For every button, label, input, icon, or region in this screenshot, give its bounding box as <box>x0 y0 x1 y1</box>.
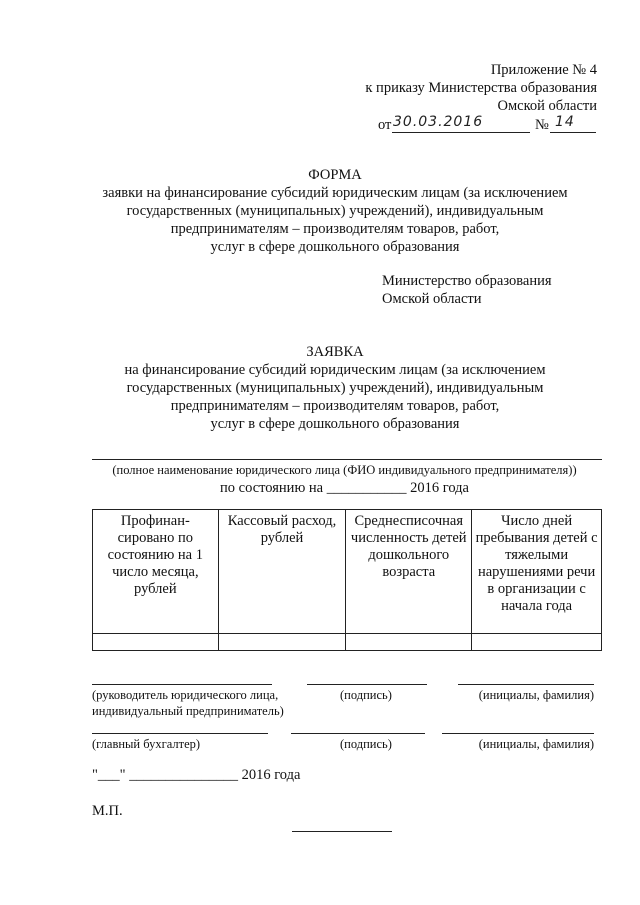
head-caption-line-2: индивидуальный предприниматель) <box>92 704 284 718</box>
appendix-line-2: к приказу Министерства образования <box>365 80 597 96</box>
addressee-line-1: Министерство образования <box>382 273 552 289</box>
table-header-financed: Профинан-сировано по состоянию на 1 число месяца, рублей <box>93 510 219 634</box>
table-header-row <box>93 510 602 634</box>
entity-name-line <box>92 459 602 460</box>
financing-table <box>92 509 602 651</box>
accountant-position-line <box>92 733 268 734</box>
table-cell <box>93 634 219 651</box>
application-title: ЗАЯВКА <box>306 344 364 360</box>
entity-state-suffix: 2016 года <box>410 480 469 496</box>
table-cell <box>346 634 472 651</box>
accountant-signature-line <box>291 733 425 734</box>
date-day-blank: "___" <box>92 767 126 783</box>
head-signature-line <box>307 684 427 685</box>
head-initials-line <box>458 684 594 685</box>
order-date-handwritten: 30.03.2016 <box>393 114 484 130</box>
accountant-caption: (главный бухгалтер) <box>92 737 201 751</box>
order-number-underline <box>550 132 596 133</box>
application-desc-line-2: государственных (муниципальных) учреждений), индивидуальным <box>126 380 544 396</box>
entity-state-blank: ___________ <box>326 480 407 496</box>
date-year: 2016 года <box>241 767 301 783</box>
appendix-line-1: Приложение № 4 <box>490 62 597 78</box>
head-initials-caption: (инициалы, фамилия) <box>478 688 594 702</box>
accountant-signature-caption: (подпись) <box>340 737 392 751</box>
bottom-separator <box>292 831 392 832</box>
entity-state-line <box>92 480 597 497</box>
entity-name-caption: (полное наименование юридического лица (ФИО индивидуального предпринимателя)) <box>112 463 577 477</box>
application-desc-line-3: предпринимателям – производителям товаров, работ, <box>170 398 500 414</box>
table-row <box>93 634 602 651</box>
table-header-days-stay: Число дней пребывания детей с тяжелыми нарушениями речи в организации с начала года <box>472 510 602 634</box>
application-desc-line-4: услуг в сфере дошкольного образования <box>210 416 460 432</box>
head-caption-line-1: (руководитель юридического лица, <box>92 688 279 702</box>
form-title: ФОРМА <box>308 167 362 183</box>
application-desc-line-1: на финансирование субсидий юридическим лицам (за исключением <box>124 362 546 378</box>
table-cell <box>218 634 346 651</box>
stamp-label: М.П. <box>92 803 123 819</box>
head-position-line <box>92 684 272 685</box>
date-month-blank: _______________ <box>129 767 238 783</box>
table-header-cash-expense: Кассовый расход, рублей <box>218 510 346 634</box>
order-date-underline <box>392 132 530 133</box>
order-date-prefix: от <box>378 117 392 133</box>
addressee-line-2: Омской области <box>382 291 482 307</box>
accountant-initials-line <box>442 733 594 734</box>
order-number-prefix: № <box>535 117 549 133</box>
form-desc-line-1: заявки на финансирование субсидий юридическим лицам (за исключением <box>102 185 568 201</box>
form-desc-line-3: предпринимателям – производителям товаров, работ, <box>170 221 500 237</box>
form-desc-line-4: услуг в сфере дошкольного образования <box>210 239 460 255</box>
order-number-handwritten: 14 <box>555 114 575 130</box>
table-cell <box>472 634 602 651</box>
appendix-line-3: Омской области <box>497 98 597 114</box>
entity-state-prefix: по состоянию на <box>220 480 324 496</box>
date-line <box>92 767 300 784</box>
head-signature-caption: (подпись) <box>340 688 392 702</box>
accountant-initials-caption: (инициалы, фамилия) <box>478 737 594 751</box>
form-desc-line-2: государственных (муниципальных) учреждений), индивидуальным <box>126 203 544 219</box>
table-header-headcount: Среднесписочная численность детей дошкольного возраста <box>346 510 472 634</box>
